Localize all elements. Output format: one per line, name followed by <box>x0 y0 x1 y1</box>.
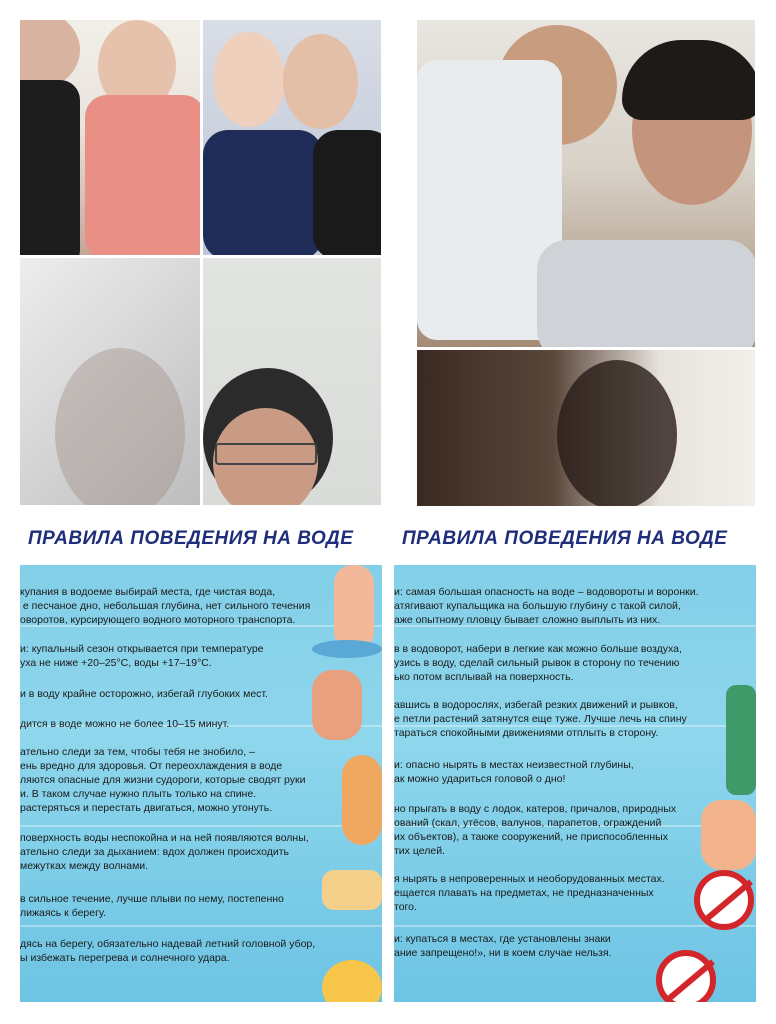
rule-text: но прыгать в воду с лодок, катеров, причалов, природных ований (скал, утёсов, валунов, парапетов, ограждений их объектов), а также сооружений, не приспособленных тих целей. <box>394 803 677 857</box>
poster-title: ПРАВИЛА ПОВЕДЕНИЯ НА ВОДЕ <box>28 528 354 549</box>
glasses-icon <box>215 443 317 465</box>
no-swimming-sign-icon <box>656 950 716 1002</box>
swimmer-illustration <box>312 670 362 740</box>
rule-text: и: самая большая опасность на воде – водовороты и воронки. атягивают купальщика на большую глубину с такой силой, аже опытному пловцу бывает сложно выплыть из них. <box>394 586 699 626</box>
rule-text: и: опасно нырять в местах неизвестной глубины, ак можно удариться головой о дно! <box>394 759 634 785</box>
blurred-participant <box>557 360 677 506</box>
beach-illustration <box>322 870 382 910</box>
rule-text: я нырять в непроверенных и необорудованных местах. ещается плавать на предметах, не предназначенных того. <box>394 873 665 913</box>
rule-text: авшись в водорослях, избегай резких движений и рывков, е петли растений затянутся еще туже. Лучше лечь на спину тараться спокойными движениями отплыть в сторону. <box>394 699 687 739</box>
rule-text: дясь на берегу, обязательно надевай летний головной убор, ы избежать перегрева и солнечного удара. <box>20 938 316 964</box>
participant-clothing <box>313 130 381 255</box>
rule-text: и: купаться в местах, где установлены знаки ание запрещено!», ни в коем случае нельзя. <box>394 933 612 959</box>
participant-tile-5[interactable] <box>417 20 755 347</box>
participant-tile-6[interactable] <box>417 350 755 506</box>
seaweed-illustration <box>726 685 756 795</box>
rule-text: в в водоворот, набери в легкие как можно больше воздуха, узись в воду, сделай сильный рывок в сторону по течению ько потом всплывай на поверхность. <box>394 643 682 683</box>
child-clothing <box>85 95 200 255</box>
rule-text: ательно следи за тем, чтобы тебя не знобило, – ень вредно для здоровья. От переохлаждения в воде ляются опасные для жизни судороги, которые сводят руки и. В таком случае нужно плыть только на спине. растеряться и перестать двигаться, можно утонуть. <box>20 746 306 814</box>
swimmer-illustration <box>342 755 382 845</box>
participant-tile-4[interactable] <box>203 258 381 505</box>
participant-clothing <box>537 240 755 347</box>
rule-text: и: купальный сезон открывается при температуре уха не ниже +20–25°C, воды +17–19°C. <box>20 643 264 669</box>
participant-tile-1[interactable] <box>20 20 200 255</box>
participant-clothing <box>20 80 80 255</box>
diver-illustration <box>701 800 756 870</box>
rule-text: поверхность воды неспокойна и на ней появляются волны, ательно следи за дыханием: вдох должен происходить межутках между волнами. <box>20 832 309 872</box>
participant-face <box>283 34 358 129</box>
sun-hat-icon <box>322 960 382 1002</box>
rule-text: и в воду крайне осторожно, избегай глубоких мест. <box>20 688 268 700</box>
participant-hair <box>622 40 755 120</box>
rule-text: в сильное течение, лучше плыви по нему, постепенно лижаясь к берегу. <box>20 893 284 919</box>
poster-body <box>394 565 756 1002</box>
swimmer-illustration <box>334 565 374 650</box>
participant-tile-2[interactable] <box>203 20 381 255</box>
poster-title: ПРАВИЛА ПОВЕДЕНИЯ НА ВОДЕ <box>402 528 728 549</box>
water-safety-poster-left <box>20 520 382 1002</box>
rule-text: купания в водоеме выбирай места, где чистая вода, е песчаное дно, небольшая глубина, нет сильного течения оворотов, курсирующего водного моторного транспорта. <box>20 586 311 626</box>
child-clothing <box>203 130 323 255</box>
child-face <box>213 32 285 127</box>
rule-text: дится в воде можно не более 10–15 минут. <box>20 718 230 730</box>
no-diving-sign-icon <box>694 870 754 930</box>
water-safety-poster-right <box>394 520 756 1002</box>
participant-tile-3[interactable] <box>20 258 200 505</box>
poster-body <box>20 565 382 1002</box>
blurred-participant <box>55 348 185 505</box>
float-ring-icon <box>312 640 382 658</box>
